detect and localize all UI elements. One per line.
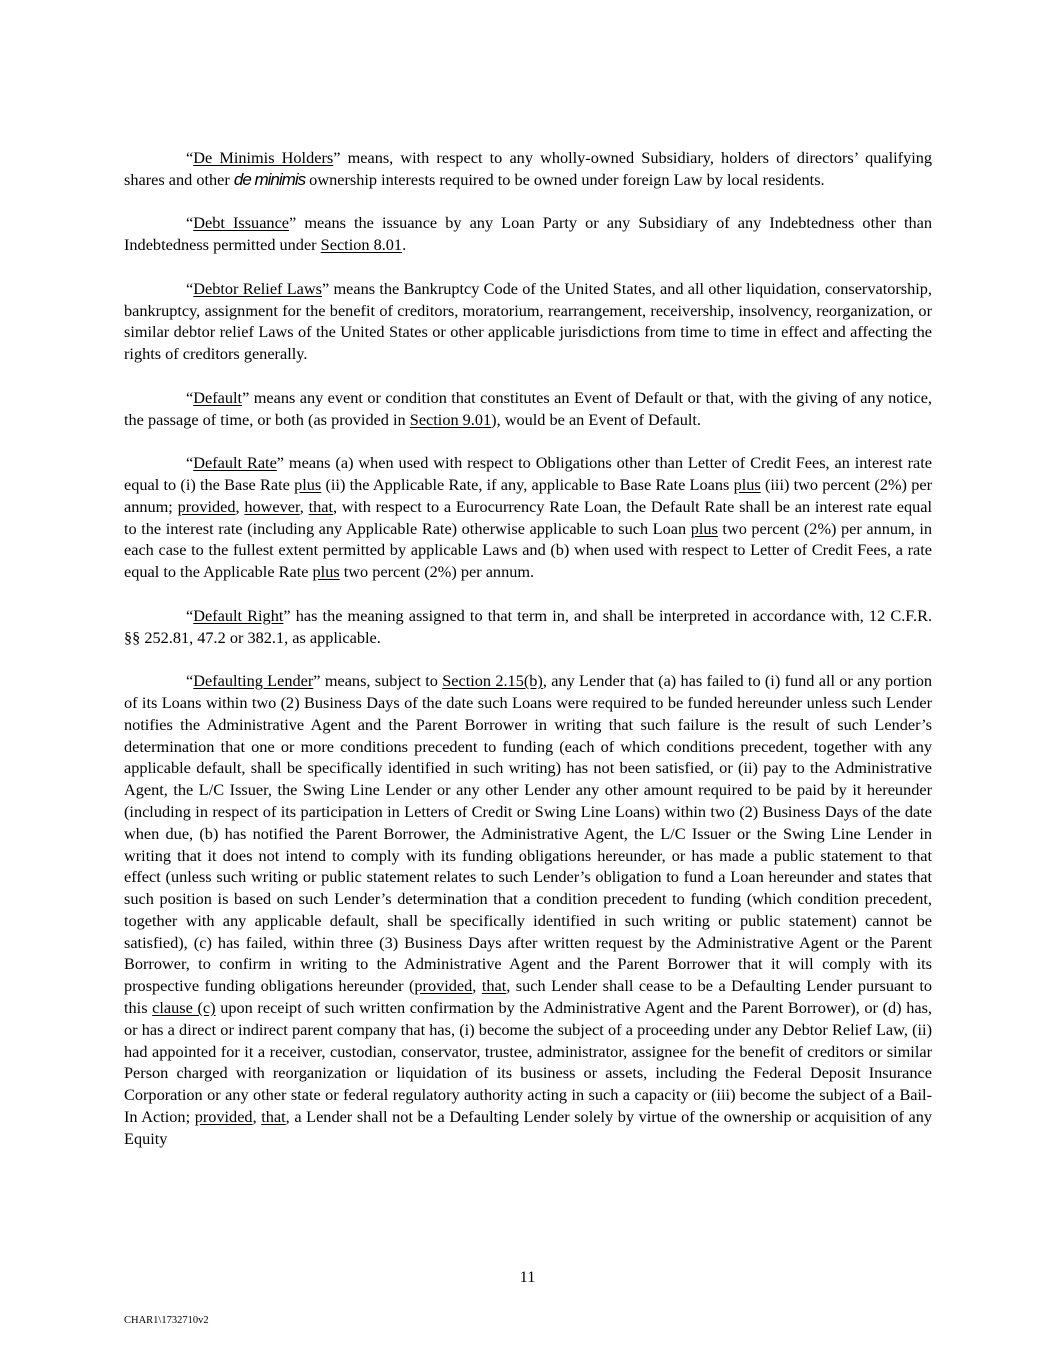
definition-text: , any Lender that (a) has failed to (i) fund all or any portion of its Loans within two (2) Business Days of the date such Loans were required to be funded hereunder unless such Lender notifies the Administrative Agent and the Parent Borrower in writing that such failure is the result of such Lender’s determination that one or more conditions precedent to funding (each of which conditions precedent, together with any applicable default, shall be specifically identified in such writing) has not been satisfied, or (ii) pay to the Administrative Agent, the L/C Issuer, the Swing Line Lender or any other Lender any other amount required to be paid by it hereunder (including in respect of its participation in Letters of Credit or Swing Line Loans) within two (2) Business Days of the date when due, (b) has notified the Parent Borrower, the Administrative Agent, the L/C Issuer or the Swing Line Lender in writing that it does not intend to comply with its funding obligations hereunder, or has made a public statement to that effect (unless such writing or public statement relates to such Lender’s obligation to fund a Loan hereunder and states that such position is based on such Lender’s determination that a condition precedent to funding (which condition precedent, together with any applicable default, shall be specifically identified in such writing or public statement) cannot be satisfied), (c) has failed, within three (3) Business Days after written request by the Administrative Agent or the Parent Borrower, to confirm in writing to the Administrative Agent and the Parent Borrower that it will comply with its prospective funding obligations hereunder ( (124, 671, 933, 996)
underlined-word: plus (690, 518, 718, 538)
definition-text: two percent (2%) per annum, in each case to the fullest extent permitted by applicable Laws and (b) when used with respect to Letter of Credit Fees, a rate equal to the Applicable Rate (124, 518, 932, 582)
definition-text: , such Lender shall cease to be a Defaulting Lender pursuant to this (124, 976, 933, 1018)
definition-defaulting-lender (124, 670, 932, 1150)
defined-term: Debtor Relief Laws (193, 278, 322, 298)
underlined-word: provided (177, 496, 236, 516)
defined-term: Debt Issuance (193, 213, 290, 233)
definition-text: , (299, 496, 309, 516)
definition-text: (iii) two percent (2%) per annum; (124, 474, 932, 516)
definition-text: ” means any event or condition that constitutes an Event of Default or that, with the giving of any notice, the passage of time, or both (as provided in (124, 387, 932, 429)
definition-text: two percent (2%) per annum. (339, 562, 535, 582)
underlined-word: that (481, 976, 507, 996)
underlined-word: clause (c) (152, 998, 216, 1018)
open-quote: “ (186, 387, 194, 407)
underlined-word: provided (414, 976, 473, 996)
underlined-word: provided (194, 1107, 253, 1127)
document-id: CHAR1\1732710v2 (124, 1315, 209, 1326)
open-quote: “ (186, 453, 194, 473)
defined-term: Default Right (193, 605, 284, 625)
underlined-word: plus (312, 562, 340, 582)
definition-text: , (472, 976, 482, 996)
open-quote: “ (186, 213, 194, 233)
definition-text: , a Lender shall not be a Defaulting Lender solely by virtue of the ownership or acquisition of any Equity (124, 1107, 933, 1148)
open-quote: “ (186, 278, 194, 298)
page-number: 11 (519, 1267, 536, 1286)
definition-default-right (124, 605, 932, 649)
definition-text: ” has the meaning assigned to that term in, and shall be interpreted in accordance with, 12 C.F.R. §§ 252.81, 47.2 or 382.1, as applicable. (124, 605, 933, 647)
definition-text: upon receipt of such written confirmation by the Administrative Agent and the Parent Borrower), or (d) has, or has a direct or indirect parent company that has, (i) become the subject of a proceeding under any Debtor Relief Law, (ii) had appointed for it a receiver, custodian, conservator, trustee, administrator, assignee for the benefit of creditors or similar Person charged with reorganization or liquidation of its business or assets, including the Federal Deposit Insurance Corporation or any other state or federal regulatory authority acting in such a capacity or (iii) become the subject of a Bail-In Action; (124, 998, 932, 1127)
open-quote: “ (186, 148, 194, 167)
italic-term: de minimis (233, 169, 306, 189)
defined-term: Defaulting Lender (193, 671, 314, 691)
definition-text: ” means the issuance by any Loan Party or any Subsidiary of any Indebtedness other than Indebtedness permitted under (124, 213, 932, 255)
section-reference: Section 2.15(b) (442, 671, 543, 691)
section-reference: Section 9.01 (409, 409, 492, 429)
open-quote: “ (186, 605, 194, 625)
defined-term: Default Rate (193, 453, 277, 473)
section-reference: Section 8.01 (320, 235, 403, 255)
definition-text: ), would be an Event of Default. (491, 409, 701, 429)
definition-default-rate (124, 452, 932, 583)
definition-debt-issuance (124, 212, 932, 256)
open-quote: “ (186, 671, 194, 691)
definition-text: , (235, 496, 245, 516)
definition-text: ” means the Bankruptcy Code of the United States, and all other liquidation, conservatorship, bankruptcy, assignment for the benefit of creditors, moratorium, rearrangement, receivership, insolvency, reorganization, or similar debtor relief Laws of the United States or other applicable jurisdictions from time to time in effect and affecting the rights of creditors generally. (124, 278, 933, 364)
definition-text: ” means, with respect to any wholly-owned Subsidiary, holders of directors’ qualifying shares and other (124, 148, 933, 189)
underlined-word: that (261, 1107, 286, 1127)
definition-text: , (252, 1107, 262, 1127)
definition-text: ” means (a) when used with respect to Obligations other than Letter of Credit Fees, an interest rate equal to (i) the Base Rate (124, 453, 932, 494)
definition-debtor-relief-laws (124, 278, 932, 365)
document-body (124, 147, 932, 1171)
underlined-word: plus (294, 474, 322, 494)
underlined-word: plus (733, 474, 761, 494)
definition-text: . (402, 235, 407, 255)
underlined-word: however (244, 496, 300, 516)
underlined-word: that (308, 496, 334, 516)
definition-text: ” means, subject to (313, 671, 443, 691)
defined-term: Default (193, 387, 243, 407)
definition-de-minimis-holders (124, 147, 932, 191)
definition-text: ownership interests required to be owned under foreign Law by local residents. (305, 169, 825, 189)
definition-text: , with respect to a Eurocurrency Rate Loan, the Default Rate shall be an interest rate equal to the interest rate (including any Applicable Rate) otherwise applicable to such Loan (124, 496, 933, 538)
definition-default (124, 387, 932, 431)
defined-term: De Minimis Holders (193, 148, 334, 167)
definition-text: (ii) the Applicable Rate, if any, applicable to Base Rate Loans (321, 474, 734, 494)
